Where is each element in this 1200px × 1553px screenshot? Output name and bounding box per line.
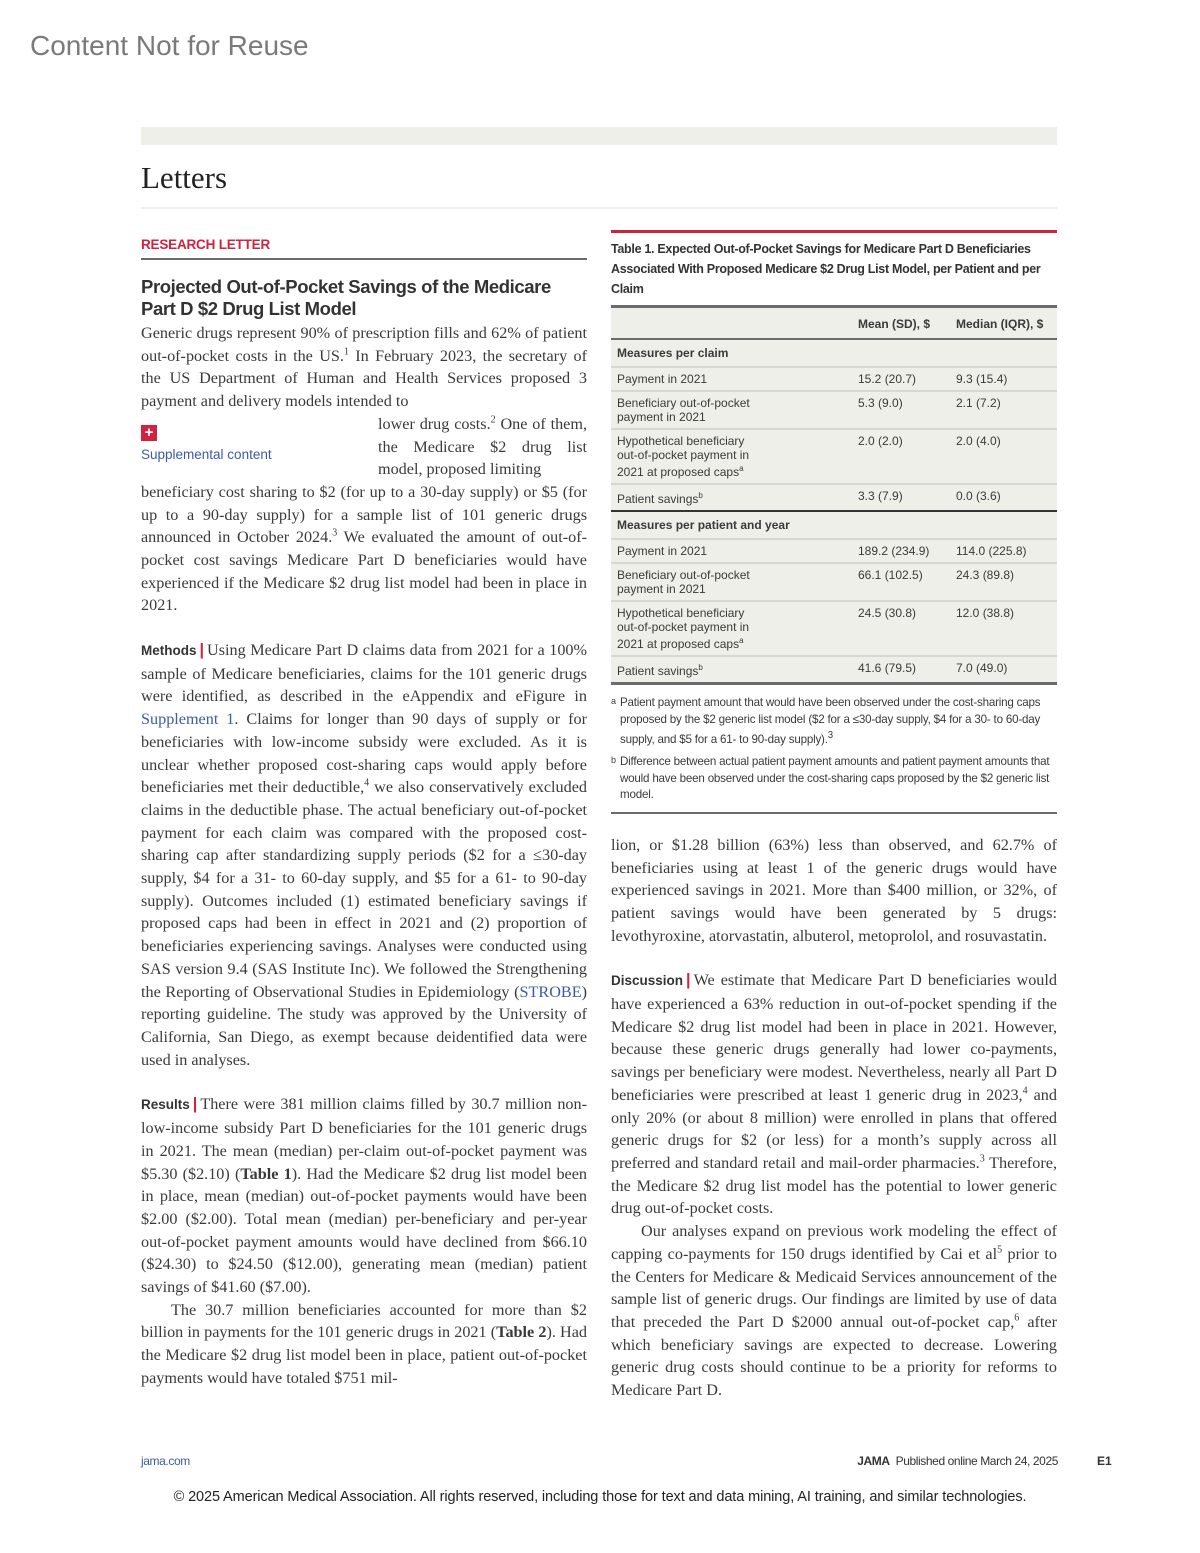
table-row bbox=[611, 391, 1057, 429]
methods-heading: Methods bbox=[141, 643, 197, 659]
intro-paragraph-2: beneficiary cost sharing to $2 (for up to a 30-day supply) or $5 (for up to a 90-day supply) for a sample list of 101 generic drugs announced in October 2024.$^3$ We evaluated the amount of out-of-pocket cost savings Medicare Part D beneficiaries would have experienced if the Medicare $2 drug list model had been in place in 2021. bbox=[141, 482, 588, 615]
citation-ref[interactable]: 3 bbox=[332, 527, 338, 539]
table-row bbox=[611, 601, 1057, 656]
table-2-link[interactable]: Table 2 bbox=[496, 1323, 547, 1342]
citation-ref[interactable]: 2 bbox=[490, 414, 496, 426]
intro-paragraph: Generic drugs represent 90% of prescription fills and 62% of patient out-of-pocket costs in the US.$^1$ In February 2023, the secretary of the US Department of Human and Health Services proposed 3 payment and delivery models intended to bbox=[141, 324, 587, 411]
group-label: Measures per patient and year bbox=[611, 511, 1057, 539]
row-mean: 41.6 (79.5) bbox=[852, 656, 950, 684]
citation-ref[interactable]: 3 bbox=[979, 1153, 985, 1165]
heading-separator: | bbox=[686, 971, 691, 990]
supplemental-content-label[interactable]: Supplemental content bbox=[141, 446, 272, 462]
section-divider bbox=[141, 207, 1057, 209]
publication-info bbox=[857, 1454, 1058, 1468]
row-median: 2.1 (7.2) bbox=[950, 391, 1057, 429]
table-header-mean: Mean (SD), $ bbox=[852, 307, 950, 340]
table-row bbox=[611, 367, 1057, 391]
citation-ref[interactable]: 6 bbox=[1014, 1312, 1020, 1324]
intro-wrap-text: lower drug costs.$^2$ One of them, the Medicare $2 drug list model, proposed limiting bbox=[378, 414, 587, 479]
table-1 bbox=[611, 305, 1057, 685]
supplemental-block bbox=[141, 413, 587, 481]
table-bottom-rule bbox=[611, 812, 1057, 814]
discussion-heading: Discussion bbox=[611, 973, 684, 989]
citation-ref[interactable]: 3 bbox=[827, 730, 833, 741]
article-kicker: RESEARCH LETTER bbox=[141, 237, 587, 260]
citation-ref[interactable]: 4 bbox=[364, 777, 370, 789]
row-mean: 189.2 (234.9) bbox=[852, 539, 950, 563]
citation-ref[interactable]: 4 bbox=[1022, 1085, 1028, 1097]
row-label: Beneficiary out-of-pocket payment in 2021 bbox=[611, 563, 852, 601]
table-1-caption: Table 1. Expected Out-of-Pocket Savings for Medicare Part D Beneficiaries Associated With Proposed Medicare $2 Drug List Model, per Patient and per Claim bbox=[611, 242, 1041, 296]
site-link[interactable]: jama.com bbox=[141, 1454, 190, 1468]
table-row bbox=[611, 563, 1057, 601]
table-header-row bbox=[611, 307, 1057, 340]
row-median: 0.0 (3.6) bbox=[950, 484, 1057, 511]
footnote-marker: b bbox=[611, 755, 616, 766]
footnote-marker: a bbox=[611, 696, 616, 706]
table-row bbox=[611, 484, 1057, 511]
row-median: 9.3 (15.4) bbox=[950, 367, 1057, 391]
row-label: Hypothetical beneficiary out-of-pocket payment in 2021 at proposed caps$^a$ bbox=[611, 601, 852, 656]
footnote-mark[interactable]: a bbox=[739, 464, 744, 473]
row-label: Payment in 2021 bbox=[611, 367, 852, 391]
header-band bbox=[141, 127, 1057, 145]
row-label: Payment in 2021 bbox=[611, 539, 852, 563]
row-mean: 24.5 (30.8) bbox=[852, 601, 950, 656]
article-title: Projected Out-of-Pocket Savings of the Medicare Part D $2 Drug List Model bbox=[141, 276, 551, 319]
footnote-mark[interactable]: b bbox=[698, 491, 703, 500]
section-title: Letters bbox=[141, 160, 228, 195]
discussion-paragraph: Discussion | We estimate that Medicare Part D beneficiaries would have experienced a 63% reduction in out-of-pocket spending if the Medicare $2 drug list model had been in place in 2021. However, because these generic drugs generally had lower co-payments, savings per beneficiary were modest. Nevertheless, nearly all Part D beneficiaries were prescribed at least 1 generic drug in 2023,$^4$ and only 20% (or about 8 million) were enrolled in plans that offered generic drugs for $2 (or less) for a month’s supply across all preferred and standard retail and mail-order pharmacies.$^3$ Therefore, the Medicare $2 drug list model has the potential to lower generic drug out-of-pocket costs. bbox=[611, 971, 1057, 1218]
row-label: Patient savings$^b$ bbox=[611, 656, 852, 684]
row-median: 24.3 (89.8) bbox=[950, 563, 1057, 601]
row-mean: 5.3 (9.0) bbox=[852, 391, 950, 429]
results-paragraph-2: The 30.7 million beneficiaries accounted for more than $2 billion in payments for the 101 generic drugs in 2021 (Table 2). Had the Medicare $2 drug list model been in place, patient out-of-pocket payments would have totaled $751 mil- bbox=[141, 1300, 588, 1387]
page-number: E1 bbox=[1097, 1454, 1112, 1468]
table-header-median: Median (IQR), $ bbox=[950, 307, 1057, 340]
row-label: Hypothetical beneficiary out-of-pocket payment in 2021 at proposed caps$^a$ bbox=[611, 429, 852, 484]
table-group-row bbox=[611, 339, 1057, 367]
left-column bbox=[141, 237, 587, 1390]
heading-separator: | bbox=[192, 1095, 198, 1114]
table-footnote-b: b Difference between actual patient payment amounts and patient payment amounts that would have been observed under the cost-sharing caps proposed by the $2 generic list model. bbox=[611, 754, 1057, 804]
watermark: Content Not for Reuse bbox=[30, 30, 309, 61]
results-heading: Results bbox=[141, 1097, 190, 1113]
table-footnote-a: a Patient payment amount that would have been observed under the cost-sharing caps proposed by the $2 generic list model ($2 for a ≤30-day supply, $4 for a 30- to 60-day supply, and $5 for a 61- to 90-day supply).$^3$ bbox=[611, 695, 1057, 748]
table-header-label bbox=[611, 307, 852, 340]
group-label: Measures per claim bbox=[617, 346, 729, 360]
right-column bbox=[611, 230, 1057, 1402]
supplement-link[interactable]: Supplement 1 bbox=[141, 710, 235, 729]
journal-name: JAMA bbox=[857, 1454, 890, 1468]
supplemental-content-link[interactable] bbox=[141, 413, 361, 462]
copyright-notice: © 2025 American Medical Association. All rights reserved, including those for text and data mining, AI training, and similar technologies. bbox=[173, 1489, 1027, 1505]
footnote-mark[interactable]: b bbox=[698, 663, 703, 672]
citation-ref[interactable]: 1 bbox=[343, 346, 349, 358]
row-mean: 15.2 (20.7) bbox=[852, 367, 950, 391]
plus-icon[interactable]: + bbox=[141, 425, 157, 441]
row-median: 12.0 (38.8) bbox=[950, 601, 1057, 656]
methods-paragraph: Methods | Using Medicare Part D claims data from 2021 for a 100% sample of Medicare beneficiaries, claims for the 101 generic drugs were identified, as described in the eAppendix and eFigure in Supplement 1. Claims for longer than 90 days of supply or for beneficiaries with low-income subsidy were excluded. As it is unclear whether proposed cost-sharing caps would apply before beneficiaries met their deductible,$^4$ we also conservatively excluded claims in the deductible phase. The actual beneficiary out-of-pocket payment for each claim was compared with the proposed cost-sharing cap after standardizing supply periods ($2 for a ≤30-day supply, $4 for a 31- to 60-day supply, and $5 for a 61- to 90-day supply). Outcomes included (1) estimated beneficiary savings if proposed caps had been in effect in 2021 and (2) proportion of beneficiaries experiencing savings. Analyses were conducted using SAS version 9.4 (SAS Institute Inc). We followed the Strengthening the Reporting of Observational Studies in Epidemiology (STROBE) reporting guideline. The study was approved by the University of California, San Diego, as exempt because deidentified data were used in analyses. bbox=[141, 641, 587, 1069]
table-row bbox=[611, 429, 1057, 484]
results-paragraph: Results | There were 381 million claims filled by 30.7 million non-low-income subsidy Part D beneficiaries for the 101 generic drugs in 2021. The mean (median) per-claim out-of-pocket payment was $5.30 ($2.10) (Table 1). Had the Medicare $2 drug list model been in place, mean (median) out-of-pocket payments would have been $2.00 ($2.00). Total mean (median) per-beneficiary and per-year out-of-pocket payment amounts would have declined from $66.10 ($24.30) to $24.50 ($12.00), generating mean (median) patient savings of $41.60 ($7.00). bbox=[141, 1095, 588, 1297]
citation-ref[interactable]: 5 bbox=[997, 1244, 1003, 1256]
row-median: 7.0 (49.0) bbox=[950, 656, 1057, 684]
row-mean: 66.1 (102.5) bbox=[852, 563, 950, 601]
row-mean: 3.3 (7.9) bbox=[852, 484, 950, 511]
table-row bbox=[611, 539, 1057, 563]
results-continued: lion, or $1.28 billion (63%) less than observed, and 62.7% of beneficiaries using at least 1 of the generic drugs would have experienced savings in 2021. More than $400 million, or 32%, of patient savings would have been generated by 5 drugs: levothyroxine, atorvastatin, albuterol, metoprolol, and rosuvastatin. bbox=[611, 835, 1057, 945]
row-label: Beneficiary out-of-pocket payment in 2021 bbox=[611, 391, 852, 429]
row-median: 114.0 (225.8) bbox=[950, 539, 1057, 563]
table-top-rule bbox=[611, 230, 1057, 233]
heading-separator: | bbox=[199, 641, 205, 660]
table-group-row bbox=[611, 511, 1057, 539]
row-median: 2.0 (4.0) bbox=[950, 429, 1057, 484]
discussion-paragraph-2: Our analyses expand on previous work modeling the effect of capping co-payments for 150 drugs identified by Cai et $al^5$ prior to the Centers for Medicare & Medicaid Services announcement of the sample list of generic drugs. Our findings are limited by use of data that preceded the Part D $2000 annual out-of-pocket cap,$^6$ after which beneficiary savings are expected to decrease. Lowering generic drug costs should continue to be a priority for reforms to Medicare Part D. bbox=[611, 1222, 1058, 1400]
row-mean: 2.0 (2.0) bbox=[852, 429, 950, 484]
row-label: Patient savings$^b$ bbox=[611, 484, 852, 511]
strobe-link[interactable]: STROBE bbox=[519, 982, 582, 1001]
table-row bbox=[611, 656, 1057, 684]
footnote-mark[interactable]: a bbox=[739, 636, 744, 645]
table-1-link[interactable]: Table 1 bbox=[240, 1164, 292, 1183]
published-date: Published online March 24, 2025 bbox=[895, 1454, 1058, 1468]
